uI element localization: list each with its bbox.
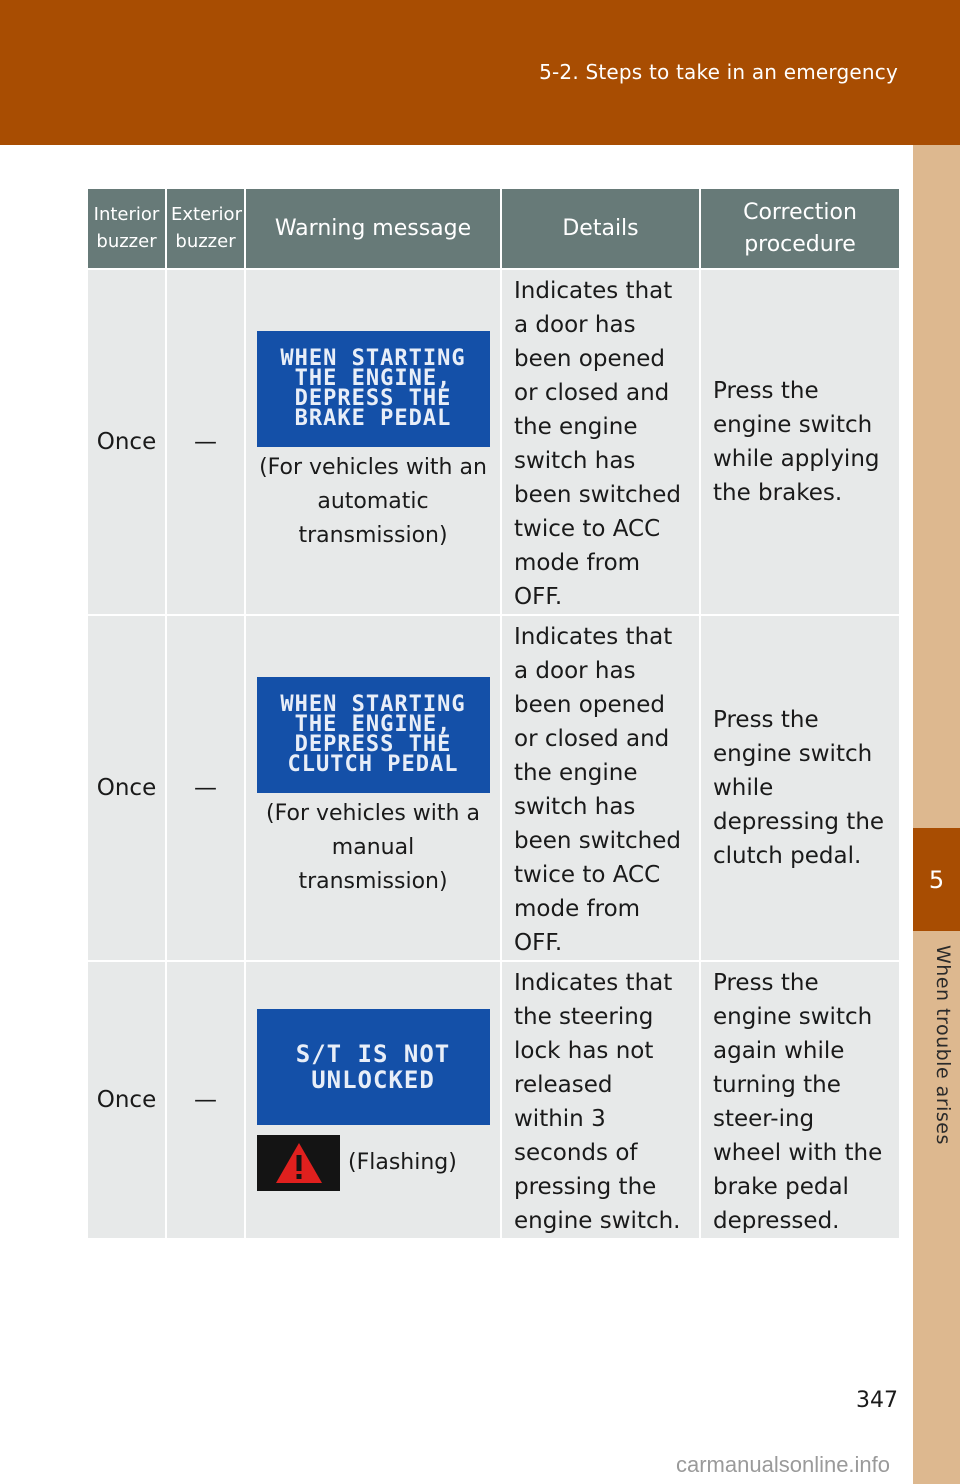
lcd-line: UNLOCKED [311, 1066, 435, 1094]
lcd-line: THE ENGINE, [294, 366, 452, 391]
section-title: 5-2. Steps to take in an emergency [539, 60, 898, 84]
page-header [0, 0, 960, 145]
warning-message-cell [245, 615, 501, 961]
col-header-details: Details [501, 189, 700, 269]
lcd-line: BRAKE PEDAL [294, 406, 452, 431]
details-cell: Indicates that a door has been opened or closed and the engine switch has been switched twice to ACC mode from OFF. [501, 615, 700, 961]
lcd-line: DEPRESS THE [294, 386, 452, 411]
correction-cell: Press the engine switch while applying the brakes. [700, 269, 899, 615]
warning-table [88, 189, 899, 1238]
col-header-correction: Correction procedure [700, 189, 899, 269]
exterior-buzzer-cell: — [166, 615, 245, 961]
interior-buzzer-cell: Once [88, 615, 166, 961]
lcd-line: WHEN STARTING [280, 346, 466, 371]
chapter-label: When trouble arises [932, 945, 954, 1145]
lcd-line: S/T IS NOT [295, 1040, 451, 1068]
col-header-interior-buzzer: Interior buzzer [88, 189, 166, 269]
chapter-side-tab [913, 145, 960, 1484]
lcd-line: CLUTCH PEDAL [287, 752, 459, 777]
col-header-exterior-buzzer: Exterior buzzer [166, 189, 245, 269]
lcd-line: WHEN STARTING [280, 692, 466, 717]
lcd-display [257, 331, 490, 447]
page-number: 347 [856, 1388, 898, 1413]
display-caption: (For vehicles with an automatic transmission) [259, 455, 487, 548]
interior-buzzer-cell: Once [88, 961, 166, 1238]
correction-cell: Press the engine switch while depressing the clutch pedal. [700, 615, 899, 961]
flashing-label: (Flashing) [348, 1150, 457, 1175]
table-row [88, 961, 899, 1238]
exterior-buzzer-cell: — [166, 269, 245, 615]
lcd-line: DEPRESS THE [294, 732, 452, 757]
col-header-warning-message: Warning message [245, 189, 501, 269]
warning-message-cell [245, 269, 501, 615]
chapter-number: 5 [913, 828, 960, 931]
table-header-row [88, 189, 899, 269]
details-cell: Indicates that the steering lock has not released within 3 seconds of pressing the engine switch. [501, 961, 700, 1238]
lcd-display [257, 677, 490, 793]
watermark: carmanualsonline.info [676, 1452, 891, 1477]
display-caption: (For vehicles with a manual transmission) [266, 801, 480, 894]
table-row [88, 615, 899, 961]
warning-message-cell [245, 961, 501, 1238]
flashing-indicator [257, 1135, 492, 1191]
table-row [88, 269, 899, 615]
correction-cell: Press the engine switch again while turning the steer-ing wheel with the brake pedal depressed. [700, 961, 899, 1238]
interior-buzzer-cell: Once [88, 269, 166, 615]
lcd-display [257, 1009, 490, 1125]
master-warning-icon [257, 1135, 340, 1191]
exterior-buzzer-cell: — [166, 961, 245, 1238]
lcd-line: THE ENGINE, [294, 712, 452, 737]
details-cell: Indicates that a door has been opened or closed and the engine switch has been switched twice to ACC mode from OFF. [501, 269, 700, 615]
